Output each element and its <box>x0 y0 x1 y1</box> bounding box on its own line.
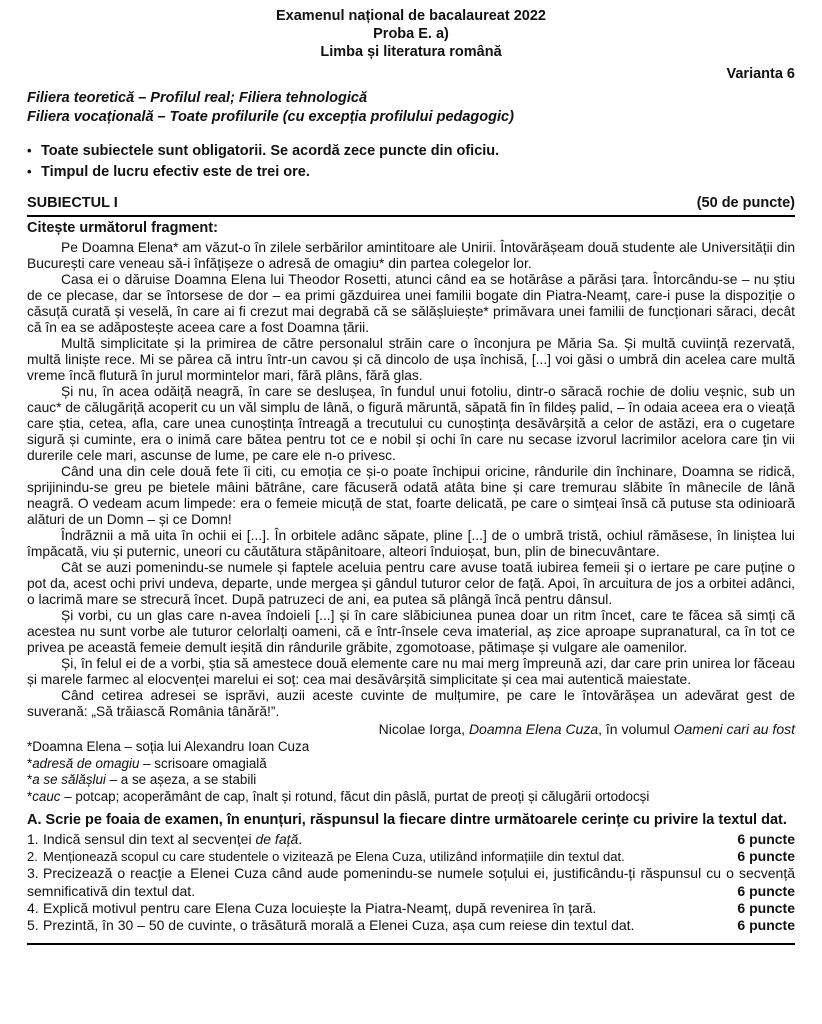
note-text: Toate subiectele sunt obligatorii. Se acordă zece puncte din oficiu. <box>41 143 500 159</box>
footnote-star: * <box>27 739 33 754</box>
question-2 <box>27 848 795 865</box>
fragment-paragraph: Și vorbi, cu un glas care n-avea îndoieli [...] și în care slăbiciunea punea doar un ritm încet, care te făcea să simți că acestea nu sunt vorbe ale tuturor celorlalți oameni, că e într-însele ceva imaterial, aș zice aproape supranatural, ca în tot ce privea pe această femeie demult ieșită din rândurile grăbite, zgomotoase, pătimașe și vulgare ale oamenilor. <box>27 608 795 655</box>
filiera-line-2: Filiera vocațională – Toate profilurile (cu excepția profilului pedagogic) <box>27 108 514 125</box>
question-text-italic: de față <box>255 831 299 847</box>
variant-label: Varianta 6 <box>726 66 795 82</box>
general-notes <box>27 141 795 182</box>
attribution-volume-title: Oameni cari au fost <box>673 721 795 737</box>
footnote-term: adresă de omagiu <box>32 755 140 771</box>
read-instruction: Citește următorul fragment: <box>27 220 218 236</box>
footnote-term: a se sălășlui <box>32 772 106 787</box>
question-3 <box>27 865 795 899</box>
attribution-line <box>27 720 795 739</box>
question-text-after: . <box>298 831 303 847</box>
question-4 <box>27 900 795 917</box>
question-text: Prezintă, în 30 – 50 de cuvinte, o trăsătură morală a Elenei Cuza, așa cum reiese din textul dat. <box>43 917 635 934</box>
exam-subject-name: Limba și literatura română <box>320 44 502 60</box>
fragment-paragraph: Și, în felul ei de a vorbi, știa să amestece două elemente care nu mai merg împreună azi, dar care prin unirea lor făceau și marele farmec al elocvenței marelui ei soț: cea mai desăvârșită simplicitate și cea mai autentică maiestate. <box>27 656 795 687</box>
exam-header <box>27 7 795 61</box>
question-text: Indică sensul din text al secvenței <box>43 831 256 847</box>
question-5 <box>27 917 795 934</box>
note-text: Timpul de lucru efectiv este de trei ore. <box>41 163 310 180</box>
fragment-paragraph: Și nu, în acea odăiță neagră, în care se deslușea, în fundul unui fotoliu, dintr-o săracă rochie de doliu veșnic, sub un cauc* de călugăriță acoperit cu un văl simplu de lână, o figură măruntă, săpată fin în fildeș palid, – în odaia aceea era o vieață care știa, cetea, afla, care unea cunoștința întreagă a trecutului cu cunoștința desăvârșită a celor de astăzi, era o cugetare sigură și cuminte, era o inimă care bătea pentru tot ce e nobil și ochi în care nu secase izvorul lacrimilor acelora care țin vii durerile cele mari, ascunse de lume, pe care ele n-o privesc. <box>27 384 795 463</box>
question-points: 6 puncte <box>737 899 795 916</box>
question-number: 4. <box>27 899 39 916</box>
filiera-block <box>27 89 795 126</box>
question-points: 6 puncte <box>737 917 795 934</box>
fragment-paragraph: Cât se auzi pomenindu-se numele și faptele aceluia pentru care avuse toată iubirea femeii și o iertare pe care puține o pot da, acest ochi privi undeva, departe, unde mergea și gândul tuturor celor de față. Apoi, în arcuitura de jos a orbitei adânci, o lacrimă mare se strecură încet. După patruzeci de ani, ea putea să plângă încă pentru dânsul. <box>27 560 795 607</box>
footnotes-block <box>27 739 795 805</box>
question-points: 6 puncte <box>737 831 795 847</box>
question-number: 5. <box>27 917 39 934</box>
section-a-heading: A. Scrie pe foaia de examen, în enunțuri, răspunsul la fiecare dintre următoarele cerințe cu privire la textul dat. <box>27 812 787 828</box>
footnote-star: * <box>27 772 33 787</box>
question-text: Precizează o reacție a Elenei Cuza când aude pomenindu-se numele soțului ei, justificându-ți răspunsul cu o secvență semnificativă din textul dat. <box>27 865 795 899</box>
footnote-star: * <box>27 788 33 804</box>
attribution-middle: , în volumul <box>598 721 674 737</box>
literary-fragment <box>27 240 795 720</box>
attribution-work-title: Doamna Elena Cuza <box>468 721 599 737</box>
exam-proba: Proba E. a) <box>373 26 449 42</box>
question-text: Explică motivul pentru care Elena Cuza locuiește la Piatra-Neamț, după revenirea în țară. <box>43 899 597 916</box>
footnote <box>27 789 795 806</box>
footnote-term: Doamna Elena <box>32 739 121 754</box>
question-text: Menționează scopul cu care studentele o vizitează pe Elena Cuza, utilizând informațiile din textul dat. <box>43 849 625 865</box>
footnote-definition: – soția lui Alexandru Ioan Cuza <box>120 739 310 754</box>
footnote-term: cauc <box>32 788 61 804</box>
fragment-paragraph: Când cetirea adresei se isprăvi, auzii aceste cuvinte de mulțumire, pe care le întovărășea un adevărat gest de suverană: „Să trăiască România tânără!”. <box>27 688 795 719</box>
questions-list <box>27 831 795 934</box>
footnote-definition: – a se așeza, a se stabili <box>105 772 257 787</box>
attribution-author: Nicolae Iorga, <box>378 721 469 737</box>
footnote-definition: – potcap; acoperământ de cap, înalt și rotund, făcut din pâslă, purtat de preoți și călugării ortodocși <box>60 788 650 804</box>
note-row <box>27 162 795 183</box>
page-bottom-divider <box>27 943 795 945</box>
exam-title: Examenul național de bacalaureat 2022 <box>276 8 546 24</box>
fragment-paragraph: Pe Doamna Elena* am văzut-o în zilele serbărilor amintitoare ale Unirii. Întovărășeam două studente ale Universității din București care veneau să-i înfățișeze o adresă de omagiu* din partea colegelor lor. <box>27 240 795 271</box>
footnote <box>27 739 795 756</box>
fragment-paragraph: Casa ei o dăruise Doamna Elena lui Theodor Rosetti, atunci când ea se hotărâse a părăsi țara. Întorcându-se – nu știu de ce plecase, dar se întorsese de dor – ea primi găzduirea unei familii bogate din Piatra-Neamț, care-i puse la dispoziție o căsuță curată și veselă, în care ai fi crezut mai degrabă că se sălășluiește* primăvara unei familii de funcționari săraci, decât că în ea se adăpostește aceea care a fost Doamna țării. <box>27 272 795 335</box>
note-row <box>27 141 795 162</box>
filiera-line-1: Filiera teoretică – Profilul real; Filiera tehnologică <box>27 90 368 106</box>
bullet-icon <box>27 141 41 162</box>
question-points: 6 puncte <box>737 882 795 899</box>
fragment-paragraph: Multă simplicitate și la primirea de către personalul străin care o înconjura pe Măria Sa. Și multă cuviință rezervată, multă liniște rece. Mi se părea că intru într-un cavou și că dincolo de ușa închisă, [...] voi găsi o umbră din acelea care multă vreme încă flutură în jurul mormintelor mari, fără plâns, fără glas. <box>27 336 795 383</box>
question-points: 6 puncte <box>737 848 795 865</box>
question-number: 1. <box>27 831 39 847</box>
footnote-star: * <box>27 755 33 771</box>
question-number: 3. <box>27 865 39 882</box>
bullet-icon <box>27 162 41 183</box>
question-1 <box>27 831 795 848</box>
footnote <box>27 756 795 773</box>
subject-header <box>27 195 795 217</box>
subject-points: (50 de puncte) <box>696 195 795 211</box>
footnote-definition: – scrisoare omagială <box>139 755 267 771</box>
subject-title: SUBIECTUL I <box>27 195 118 211</box>
fragment-paragraph: Îndrăznii a mă uita în ochii ei [...]. În orbitele adânc săpate, pline [...] de o umbră tristă, ochiul rămăsese, în liniștea lui împăcată, viu și puternic, uneori cu căutătura stăpânitoare, alteori înduioșat, bun, plin de binecuvântare. <box>27 528 795 559</box>
fragment-paragraph: Când una din cele două fete îi citi, cu emoția ce și-o poate închipui oricine, rândurile din închinare, Doamna se ridică, sprijinindu-se greu pe bietele mâini bătrâne, care făcuseră odată atâta bine și care tremurau slăbite în mânecile de lână neagră. O vedeam acum limpede: era o femeie micuță de stat, foarte delicată, pe care o simțeai însă că putuse sta odinioară alături de un Domn – și ce Domn! <box>27 464 795 527</box>
footnote <box>27 772 795 789</box>
question-number: 2. <box>27 849 38 865</box>
